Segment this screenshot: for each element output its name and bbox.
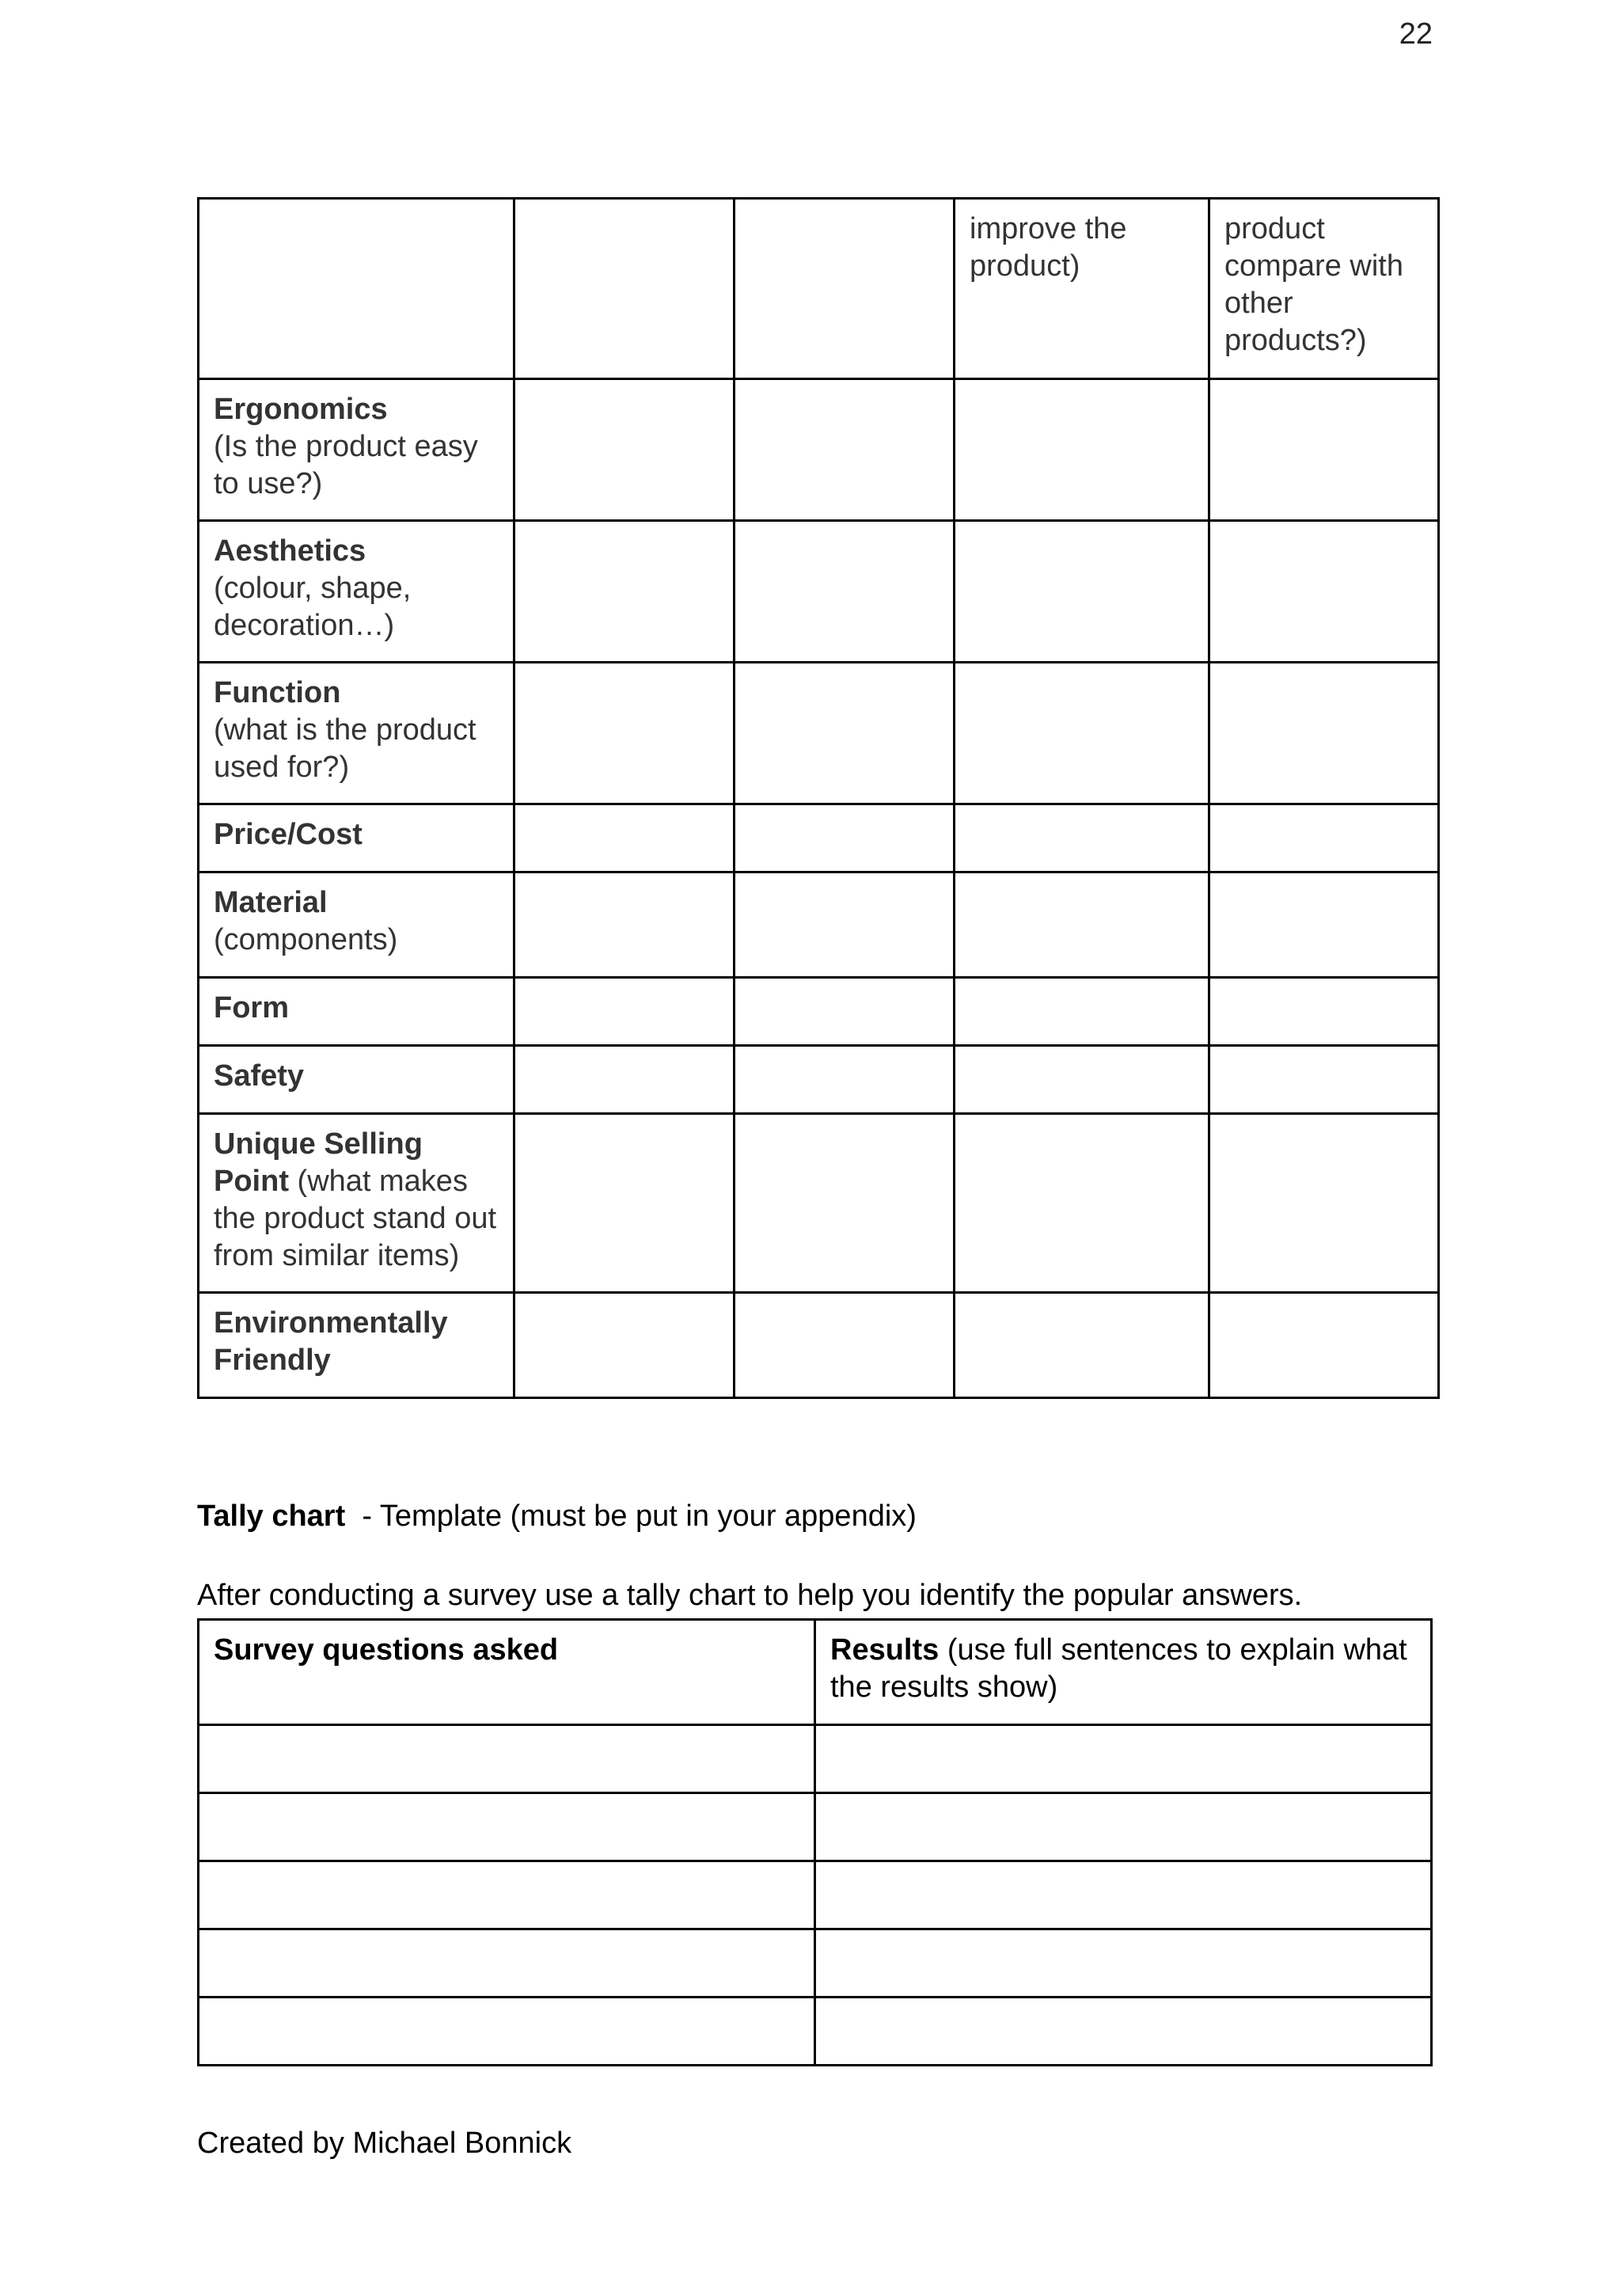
- row-label-bold: Ergonomics: [214, 393, 388, 426]
- table-row-form: [199, 978, 1439, 1046]
- header-cell: product compare with other products?): [1209, 199, 1439, 379]
- empty-cell: [735, 872, 955, 978]
- empty-cell: [1209, 1114, 1439, 1293]
- empty-cell: [955, 379, 1209, 521]
- header-cell: [199, 199, 514, 379]
- row-label-bold: Safety: [214, 1059, 305, 1093]
- empty-cell: [735, 663, 955, 804]
- empty-cell: [955, 872, 1209, 978]
- empty-cell: [1209, 1293, 1439, 1398]
- tally-intro-text: After conducting a survey use a tally chart to help you identify the popular answers.: [197, 1579, 1303, 1612]
- table-row-environment: [199, 1293, 1439, 1398]
- empty-cell: [514, 1046, 735, 1114]
- tally-col1-header: [199, 1620, 815, 1725]
- empty-cell: [735, 1046, 955, 1114]
- empty-cell: [955, 1046, 1209, 1114]
- empty-cell: [955, 521, 1209, 663]
- table-row: [199, 1725, 1432, 1793]
- empty-cell: [514, 663, 735, 804]
- tally-header-row: [199, 1620, 1432, 1725]
- empty-cell: [955, 804, 1209, 872]
- empty-cell: [199, 1998, 815, 2066]
- table-row-safety: [199, 1046, 1439, 1114]
- row-label-detail: (components): [214, 923, 398, 956]
- row-label-bold: Unique Selling Point: [214, 1127, 423, 1198]
- empty-cell: [815, 1998, 1432, 2066]
- empty-cell: [735, 1114, 955, 1293]
- row-label-detail: (what is the product used for?): [214, 713, 476, 784]
- empty-cell: [815, 1793, 1432, 1861]
- empty-cell: [1209, 379, 1439, 521]
- page-number: 22: [1399, 17, 1433, 51]
- header-cell: improve the product): [955, 199, 1209, 379]
- table-row-material: [199, 872, 1439, 978]
- empty-cell: [735, 521, 955, 663]
- row-label-detail: (colour, shape, decoration…): [214, 572, 412, 642]
- table-row-aesthetics: [199, 521, 1439, 663]
- empty-cell: [514, 379, 735, 521]
- empty-cell: [199, 1793, 815, 1861]
- row-label-bold: Form: [214, 991, 289, 1024]
- row-label-bold: Aesthetics: [214, 534, 366, 568]
- table-row-price-cost: [199, 804, 1439, 872]
- empty-cell: [514, 804, 735, 872]
- tally-heading-bold: Tally chart: [197, 1500, 346, 1533]
- row-label-bold: Environmentally Friendly: [214, 1306, 448, 1377]
- tally-heading-rest: - Template (must be put in your appendix): [345, 1500, 917, 1533]
- empty-cell: [514, 1114, 735, 1293]
- empty-cell: [514, 521, 735, 663]
- table-row: [199, 1793, 1432, 1861]
- row-label-bold: Function: [214, 676, 341, 709]
- tally-chart-heading: [197, 1500, 917, 1534]
- table-row: [199, 1929, 1432, 1998]
- empty-cell: [199, 1861, 815, 1929]
- empty-cell: [955, 1293, 1209, 1398]
- header-cell: [735, 199, 955, 379]
- table-row: [199, 1998, 1432, 2066]
- empty-cell: [735, 978, 955, 1046]
- row-label-bold: Price/Cost: [214, 818, 363, 851]
- table-row: [199, 1861, 1432, 1929]
- empty-cell: [815, 1929, 1432, 1998]
- empty-cell: [1209, 978, 1439, 1046]
- tally-col2-header-rest: (use full sentences to explain what the results show): [830, 1633, 1407, 1704]
- row-label: [199, 379, 514, 521]
- tally-table: [197, 1618, 1433, 2066]
- product-analysis-table: [197, 197, 1440, 1399]
- table-row-usp: [199, 1114, 1439, 1293]
- empty-cell: [955, 1114, 1209, 1293]
- tally-col2-header: [815, 1620, 1432, 1725]
- row-label: [199, 1046, 514, 1114]
- row-label: [199, 872, 514, 978]
- empty-cell: [1209, 872, 1439, 978]
- empty-cell: [1209, 1046, 1439, 1114]
- empty-cell: [1209, 521, 1439, 663]
- empty-cell: [514, 872, 735, 978]
- empty-cell: [199, 1725, 815, 1793]
- empty-cell: [735, 379, 955, 521]
- empty-cell: [955, 663, 1209, 804]
- row-label: [199, 978, 514, 1046]
- tally-col2-header-bold: Results: [830, 1633, 940, 1667]
- empty-cell: [815, 1725, 1432, 1793]
- header-cell: [514, 199, 735, 379]
- table-header-row: [199, 199, 1439, 379]
- row-label-detail: (what makes the product stand out from similar items): [214, 1165, 497, 1272]
- empty-cell: [199, 1929, 815, 1998]
- footer-credit: Created by Michael Bonnick: [197, 2127, 572, 2160]
- empty-cell: [514, 1293, 735, 1398]
- row-label: [199, 521, 514, 663]
- row-label: [199, 804, 514, 872]
- empty-cell: [1209, 663, 1439, 804]
- empty-cell: [735, 1293, 955, 1398]
- tally-col1-header-text: Survey questions asked: [214, 1633, 559, 1667]
- table-row-function: [199, 663, 1439, 804]
- empty-cell: [1209, 804, 1439, 872]
- row-label-detail: (Is the product easy to use?): [214, 430, 478, 500]
- empty-cell: [514, 978, 735, 1046]
- empty-cell: [735, 804, 955, 872]
- row-label: [199, 663, 514, 804]
- empty-cell: [815, 1861, 1432, 1929]
- row-label: [199, 1293, 514, 1398]
- table-row-ergonomics: [199, 379, 1439, 521]
- row-label-bold: Material: [214, 886, 328, 919]
- row-label: [199, 1114, 514, 1293]
- empty-cell: [955, 978, 1209, 1046]
